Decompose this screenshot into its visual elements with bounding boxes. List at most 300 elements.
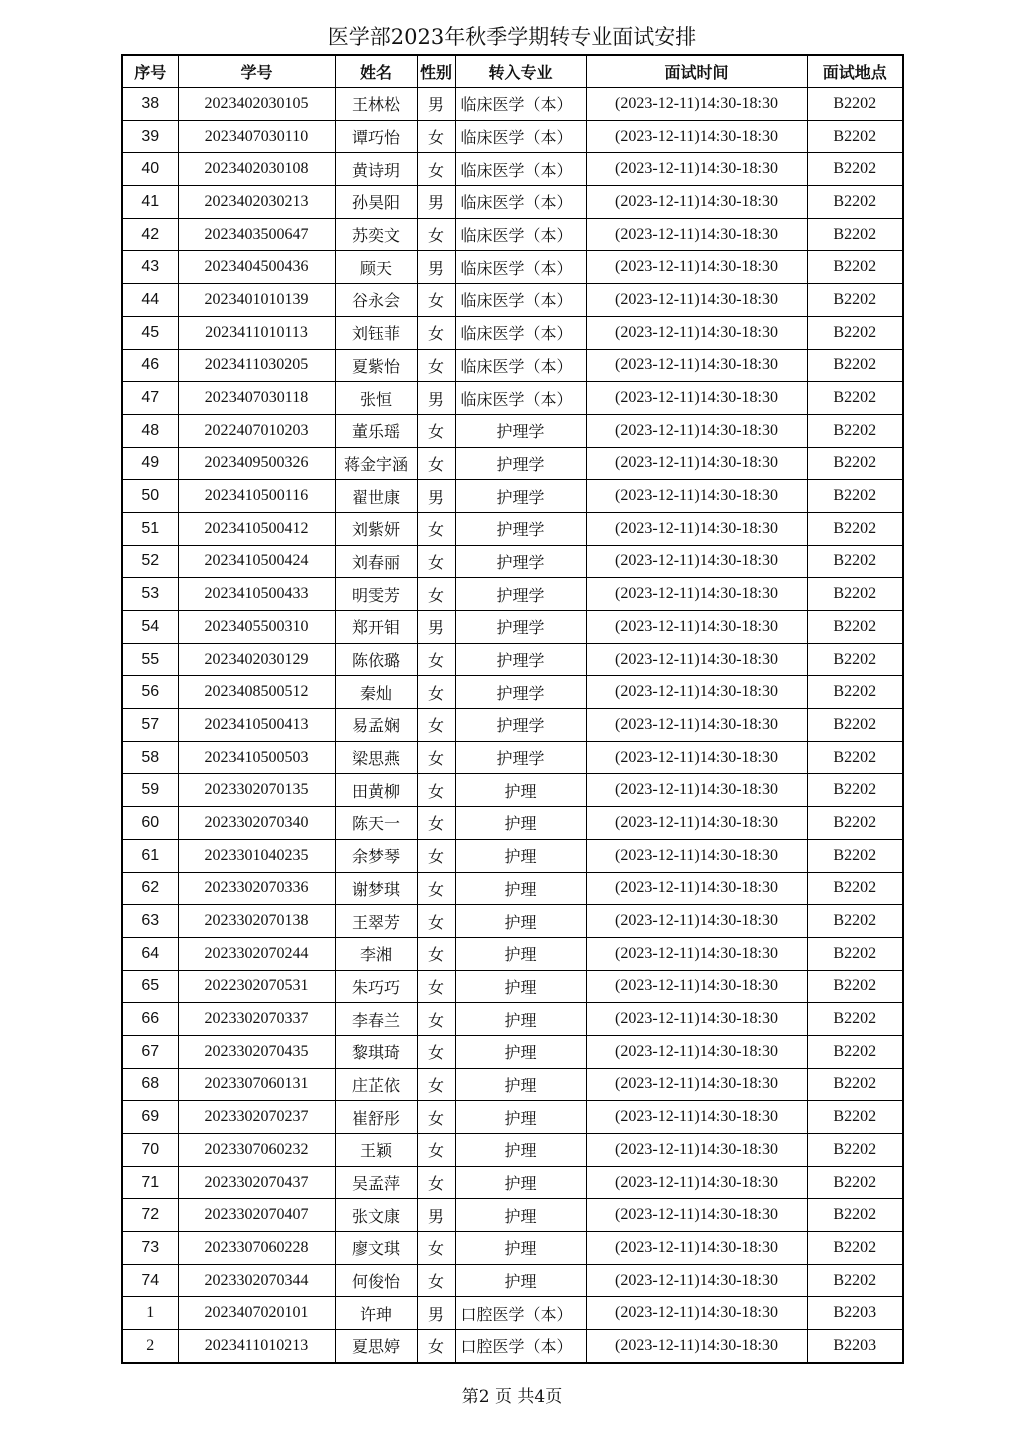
cell-student-id: 2023302070337 bbox=[178, 1003, 335, 1036]
cell-name: 董乐瑶 bbox=[335, 414, 417, 447]
cell-name: 陈依璐 bbox=[335, 643, 417, 676]
cell-gender: 男 bbox=[417, 88, 455, 121]
cell-student-id: 2023302070340 bbox=[178, 807, 335, 840]
cell-gender: 女 bbox=[417, 709, 455, 742]
cell-student-id: 2023411030205 bbox=[178, 349, 335, 382]
table-row bbox=[122, 545, 903, 578]
cell-gender: 女 bbox=[417, 774, 455, 807]
cell-location: B2202 bbox=[807, 1166, 903, 1199]
cell-time: (2023-12-11)14:30-18:30 bbox=[586, 1166, 807, 1199]
cell-time: (2023-12-11)14:30-18:30 bbox=[586, 1003, 807, 1036]
cell-major: 护理 bbox=[455, 1068, 586, 1101]
table-row bbox=[122, 414, 903, 447]
table-row bbox=[122, 316, 903, 349]
table-row bbox=[122, 1101, 903, 1134]
table-row bbox=[122, 1232, 903, 1265]
cell-major: 临床医学（本） bbox=[455, 153, 586, 186]
cell-student-id: 2023302070237 bbox=[178, 1101, 335, 1134]
cell-student-id: 2022407010203 bbox=[178, 414, 335, 447]
cell-major: 护理 bbox=[455, 1166, 586, 1199]
cell-seq: 48 bbox=[122, 414, 178, 447]
table-row bbox=[122, 1199, 903, 1232]
cell-seq: 60 bbox=[122, 807, 178, 840]
cell-student-id: 2023407030118 bbox=[178, 382, 335, 415]
cell-student-id: 2023411010213 bbox=[178, 1330, 335, 1363]
cell-name: 翟世康 bbox=[335, 480, 417, 513]
cell-major: 护理学 bbox=[455, 414, 586, 447]
cell-location: B2203 bbox=[807, 1297, 903, 1330]
cell-major: 护理学 bbox=[455, 709, 586, 742]
cell-gender: 女 bbox=[417, 316, 455, 349]
cell-student-id: 2023410500413 bbox=[178, 709, 335, 742]
cell-gender: 女 bbox=[417, 578, 455, 611]
cell-student-id: 2023302070437 bbox=[178, 1166, 335, 1199]
cell-name: 谷永会 bbox=[335, 284, 417, 317]
cell-name: 许珅 bbox=[335, 1297, 417, 1330]
cell-name: 余梦琴 bbox=[335, 839, 417, 872]
table-row bbox=[122, 905, 903, 938]
cell-student-id: 2023402030108 bbox=[178, 153, 335, 186]
cell-gender: 女 bbox=[417, 120, 455, 153]
cell-location: B2203 bbox=[807, 1330, 903, 1363]
cell-gender: 女 bbox=[417, 1003, 455, 1036]
cell-seq: 52 bbox=[122, 545, 178, 578]
cell-gender: 男 bbox=[417, 186, 455, 219]
cell-major: 护理 bbox=[455, 1264, 586, 1297]
cell-student-id: 2023409500326 bbox=[178, 447, 335, 480]
cell-student-id: 2023402030105 bbox=[178, 88, 335, 121]
cell-time: (2023-12-11)14:30-18:30 bbox=[586, 611, 807, 644]
cell-name: 明雯芳 bbox=[335, 578, 417, 611]
table-body bbox=[122, 88, 903, 1363]
cell-name: 李湘 bbox=[335, 937, 417, 970]
cell-seq: 41 bbox=[122, 186, 178, 219]
cell-location: B2202 bbox=[807, 316, 903, 349]
cell-student-id: 2023410500116 bbox=[178, 480, 335, 513]
cell-name: 廖文琪 bbox=[335, 1232, 417, 1265]
cell-major: 临床医学（本） bbox=[455, 88, 586, 121]
cell-time: (2023-12-11)14:30-18:30 bbox=[586, 284, 807, 317]
cell-location: B2202 bbox=[807, 251, 903, 284]
cell-seq: 42 bbox=[122, 218, 178, 251]
cell-seq: 73 bbox=[122, 1232, 178, 1265]
cell-student-id: 2023301040235 bbox=[178, 839, 335, 872]
cell-student-id: 2023410500412 bbox=[178, 512, 335, 545]
cell-seq: 59 bbox=[122, 774, 178, 807]
cell-student-id: 2023302070336 bbox=[178, 872, 335, 905]
table-row bbox=[122, 937, 903, 970]
cell-time: (2023-12-11)14:30-18:30 bbox=[586, 186, 807, 219]
cell-seq: 61 bbox=[122, 839, 178, 872]
cell-name: 朱巧巧 bbox=[335, 970, 417, 1003]
cell-location: B2202 bbox=[807, 643, 903, 676]
cell-major: 护理学 bbox=[455, 611, 586, 644]
cell-name: 顾天 bbox=[335, 251, 417, 284]
cell-time: (2023-12-11)14:30-18:30 bbox=[586, 1232, 807, 1265]
cell-gender: 女 bbox=[417, 839, 455, 872]
cell-gender: 女 bbox=[417, 970, 455, 1003]
cell-time: (2023-12-11)14:30-18:30 bbox=[586, 937, 807, 970]
table-row bbox=[122, 382, 903, 415]
cell-student-id: 2023402030213 bbox=[178, 186, 335, 219]
table-row bbox=[122, 807, 903, 840]
cell-student-id: 2023307060228 bbox=[178, 1232, 335, 1265]
cell-time: (2023-12-11)14:30-18:30 bbox=[586, 905, 807, 938]
cell-seq: 40 bbox=[122, 153, 178, 186]
table-row bbox=[122, 284, 903, 317]
table-row bbox=[122, 1134, 903, 1167]
cell-major: 临床医学（本） bbox=[455, 382, 586, 415]
cell-seq: 62 bbox=[122, 872, 178, 905]
table-row bbox=[122, 1003, 903, 1036]
interview-schedule-table bbox=[121, 54, 904, 1364]
table-row bbox=[122, 676, 903, 709]
cell-major: 护理学 bbox=[455, 545, 586, 578]
cell-seq: 63 bbox=[122, 905, 178, 938]
cell-seq: 44 bbox=[122, 284, 178, 317]
cell-time: (2023-12-11)14:30-18:30 bbox=[586, 120, 807, 153]
cell-name: 张文康 bbox=[335, 1199, 417, 1232]
cell-gender: 女 bbox=[417, 1232, 455, 1265]
cell-seq: 66 bbox=[122, 1003, 178, 1036]
cell-major: 护理学 bbox=[455, 643, 586, 676]
cell-student-id: 2023402030129 bbox=[178, 643, 335, 676]
cell-major: 护理 bbox=[455, 1199, 586, 1232]
cell-gender: 女 bbox=[417, 349, 455, 382]
cell-time: (2023-12-11)14:30-18:30 bbox=[586, 872, 807, 905]
cell-name: 吴孟萍 bbox=[335, 1166, 417, 1199]
cell-major: 护理 bbox=[455, 937, 586, 970]
cell-time: (2023-12-11)14:30-18:30 bbox=[586, 480, 807, 513]
table-row bbox=[122, 643, 903, 676]
cell-location: B2202 bbox=[807, 186, 903, 219]
table-row bbox=[122, 611, 903, 644]
cell-seq: 55 bbox=[122, 643, 178, 676]
page-footer: 第2 页 共4页 bbox=[461, 1387, 563, 1407]
cell-location: B2202 bbox=[807, 218, 903, 251]
cell-name: 王翠芳 bbox=[335, 905, 417, 938]
cell-seq: 38 bbox=[122, 88, 178, 121]
cell-student-id: 2023302070138 bbox=[178, 905, 335, 938]
cell-time: (2023-12-11)14:30-18:30 bbox=[586, 578, 807, 611]
table-row bbox=[122, 872, 903, 905]
cell-location: B2202 bbox=[807, 741, 903, 774]
cell-location: B2202 bbox=[807, 349, 903, 382]
cell-location: B2202 bbox=[807, 545, 903, 578]
cell-location: B2202 bbox=[807, 611, 903, 644]
cell-time: (2023-12-11)14:30-18:30 bbox=[586, 741, 807, 774]
cell-location: B2202 bbox=[807, 1035, 903, 1068]
cell-seq: 2 bbox=[122, 1330, 178, 1363]
cell-gender: 女 bbox=[417, 284, 455, 317]
cell-gender: 女 bbox=[417, 807, 455, 840]
cell-name: 易孟娴 bbox=[335, 709, 417, 742]
cell-name: 梁思燕 bbox=[335, 741, 417, 774]
cell-name: 王林松 bbox=[335, 88, 417, 121]
cell-gender: 女 bbox=[417, 1101, 455, 1134]
cell-seq: 71 bbox=[122, 1166, 178, 1199]
cell-major: 临床医学（本） bbox=[455, 186, 586, 219]
table-row bbox=[122, 774, 903, 807]
cell-location: B2202 bbox=[807, 676, 903, 709]
table-row bbox=[122, 447, 903, 480]
table-row bbox=[122, 741, 903, 774]
cell-gender: 女 bbox=[417, 218, 455, 251]
cell-major: 口腔医学（本） bbox=[455, 1330, 586, 1363]
cell-time: (2023-12-11)14:30-18:30 bbox=[586, 1035, 807, 1068]
cell-seq: 58 bbox=[122, 741, 178, 774]
cell-gender: 女 bbox=[417, 676, 455, 709]
cell-student-id: 2023403500647 bbox=[178, 218, 335, 251]
cell-location: B2202 bbox=[807, 1199, 903, 1232]
cell-time: (2023-12-11)14:30-18:30 bbox=[586, 414, 807, 447]
cell-name: 黄诗玥 bbox=[335, 153, 417, 186]
cell-student-id: 2023302070244 bbox=[178, 937, 335, 970]
cell-gender: 男 bbox=[417, 611, 455, 644]
table-row bbox=[122, 709, 903, 742]
cell-gender: 女 bbox=[417, 1264, 455, 1297]
cell-major: 护理 bbox=[455, 807, 586, 840]
cell-gender: 女 bbox=[417, 1068, 455, 1101]
table-row bbox=[122, 839, 903, 872]
cell-time: (2023-12-11)14:30-18:30 bbox=[586, 1330, 807, 1363]
cell-time: (2023-12-11)14:30-18:30 bbox=[586, 643, 807, 676]
cell-gender: 男 bbox=[417, 1297, 455, 1330]
cell-name: 蒋金宇涵 bbox=[335, 447, 417, 480]
cell-student-id: 2022302070531 bbox=[178, 970, 335, 1003]
cell-major: 临床医学（本） bbox=[455, 120, 586, 153]
cell-gender: 女 bbox=[417, 1134, 455, 1167]
cell-time: (2023-12-11)14:30-18:30 bbox=[586, 447, 807, 480]
cell-location: B2202 bbox=[807, 153, 903, 186]
cell-seq: 56 bbox=[122, 676, 178, 709]
cell-name: 陈天一 bbox=[335, 807, 417, 840]
cell-gender: 女 bbox=[417, 1166, 455, 1199]
cell-seq: 70 bbox=[122, 1134, 178, 1167]
cell-gender: 女 bbox=[417, 414, 455, 447]
cell-seq: 68 bbox=[122, 1068, 178, 1101]
table-row bbox=[122, 251, 903, 284]
table-row bbox=[122, 480, 903, 513]
cell-major: 护理 bbox=[455, 1035, 586, 1068]
cell-seq: 65 bbox=[122, 970, 178, 1003]
cell-time: (2023-12-11)14:30-18:30 bbox=[586, 709, 807, 742]
cell-name: 郑开钼 bbox=[335, 611, 417, 644]
cell-gender: 女 bbox=[417, 741, 455, 774]
cell-location: B2202 bbox=[807, 88, 903, 121]
cell-seq: 64 bbox=[122, 937, 178, 970]
col-header-gender: 性别 bbox=[417, 55, 455, 88]
cell-major: 护理 bbox=[455, 970, 586, 1003]
cell-name: 谢梦琪 bbox=[335, 872, 417, 905]
cell-seq: 54 bbox=[122, 611, 178, 644]
table-row bbox=[122, 153, 903, 186]
cell-name: 刘春丽 bbox=[335, 545, 417, 578]
cell-name: 谭巧怡 bbox=[335, 120, 417, 153]
cell-seq: 46 bbox=[122, 349, 178, 382]
table-row bbox=[122, 578, 903, 611]
cell-location: B2202 bbox=[807, 1068, 903, 1101]
cell-name: 崔舒彤 bbox=[335, 1101, 417, 1134]
table-row bbox=[122, 1264, 903, 1297]
cell-location: B2202 bbox=[807, 970, 903, 1003]
cell-gender: 女 bbox=[417, 643, 455, 676]
cell-location: B2202 bbox=[807, 1003, 903, 1036]
cell-major: 临床医学（本） bbox=[455, 218, 586, 251]
cell-student-id: 2023302070407 bbox=[178, 1199, 335, 1232]
cell-student-id: 2023401010139 bbox=[178, 284, 335, 317]
cell-name: 孙昊阳 bbox=[335, 186, 417, 219]
cell-location: B2202 bbox=[807, 447, 903, 480]
table-row bbox=[122, 349, 903, 382]
cell-seq: 49 bbox=[122, 447, 178, 480]
cell-location: B2202 bbox=[807, 807, 903, 840]
col-header-seq: 序号 bbox=[122, 55, 178, 88]
cell-name: 何俊怡 bbox=[335, 1264, 417, 1297]
cell-location: B2202 bbox=[807, 480, 903, 513]
cell-major: 护理 bbox=[455, 839, 586, 872]
cell-student-id: 2023410500503 bbox=[178, 741, 335, 774]
cell-seq: 43 bbox=[122, 251, 178, 284]
cell-gender: 女 bbox=[417, 937, 455, 970]
cell-name: 田黄柳 bbox=[335, 774, 417, 807]
cell-time: (2023-12-11)14:30-18:30 bbox=[586, 218, 807, 251]
cell-time: (2023-12-11)14:30-18:30 bbox=[586, 512, 807, 545]
cell-name: 张恒 bbox=[335, 382, 417, 415]
cell-name: 刘紫妍 bbox=[335, 512, 417, 545]
col-header-major: 转入专业 bbox=[455, 55, 586, 88]
cell-time: (2023-12-11)14:30-18:30 bbox=[586, 676, 807, 709]
cell-student-id: 2023407030110 bbox=[178, 120, 335, 153]
table-row bbox=[122, 218, 903, 251]
cell-student-id: 2023307060131 bbox=[178, 1068, 335, 1101]
cell-major: 口腔医学（本） bbox=[455, 1297, 586, 1330]
col-header-time: 面试时间 bbox=[586, 55, 807, 88]
cell-location: B2202 bbox=[807, 578, 903, 611]
page-title: 医学部2023年秋季学期转专业面试安排 bbox=[327, 25, 697, 49]
cell-major: 护理学 bbox=[455, 512, 586, 545]
table-row bbox=[122, 88, 903, 121]
cell-gender: 女 bbox=[417, 1330, 455, 1363]
cell-seq: 67 bbox=[122, 1035, 178, 1068]
cell-gender: 女 bbox=[417, 1035, 455, 1068]
table-row bbox=[122, 512, 903, 545]
cell-location: B2202 bbox=[807, 284, 903, 317]
cell-time: (2023-12-11)14:30-18:30 bbox=[586, 839, 807, 872]
cell-name: 黎琪琦 bbox=[335, 1035, 417, 1068]
cell-student-id: 2023410500424 bbox=[178, 545, 335, 578]
cell-student-id: 2023405500310 bbox=[178, 611, 335, 644]
cell-seq: 53 bbox=[122, 578, 178, 611]
cell-student-id: 2023411010113 bbox=[178, 316, 335, 349]
cell-major: 护理学 bbox=[455, 578, 586, 611]
cell-location: B2202 bbox=[807, 1101, 903, 1134]
cell-location: B2202 bbox=[807, 414, 903, 447]
table-row bbox=[122, 120, 903, 153]
cell-seq: 51 bbox=[122, 512, 178, 545]
cell-student-id: 2023407020101 bbox=[178, 1297, 335, 1330]
cell-location: B2202 bbox=[807, 774, 903, 807]
cell-major: 护理 bbox=[455, 905, 586, 938]
cell-gender: 男 bbox=[417, 382, 455, 415]
table-row bbox=[122, 1166, 903, 1199]
cell-name: 夏思婷 bbox=[335, 1330, 417, 1363]
cell-seq: 50 bbox=[122, 480, 178, 513]
cell-location: B2202 bbox=[807, 1134, 903, 1167]
cell-major: 临床医学（本） bbox=[455, 349, 586, 382]
cell-location: B2202 bbox=[807, 120, 903, 153]
cell-gender: 女 bbox=[417, 447, 455, 480]
cell-time: (2023-12-11)14:30-18:30 bbox=[586, 1101, 807, 1134]
cell-gender: 女 bbox=[417, 872, 455, 905]
cell-gender: 男 bbox=[417, 1199, 455, 1232]
cell-student-id: 2023302070435 bbox=[178, 1035, 335, 1068]
col-header-name: 姓名 bbox=[335, 55, 417, 88]
cell-major: 临床医学（本） bbox=[455, 316, 586, 349]
cell-location: B2202 bbox=[807, 839, 903, 872]
cell-seq: 1 bbox=[122, 1297, 178, 1330]
cell-seq: 47 bbox=[122, 382, 178, 415]
cell-gender: 男 bbox=[417, 251, 455, 284]
cell-student-id: 2023408500512 bbox=[178, 676, 335, 709]
cell-time: (2023-12-11)14:30-18:30 bbox=[586, 774, 807, 807]
table-row bbox=[122, 1330, 903, 1363]
cell-time: (2023-12-11)14:30-18:30 bbox=[586, 316, 807, 349]
cell-time: (2023-12-11)14:30-18:30 bbox=[586, 349, 807, 382]
cell-time: (2023-12-11)14:30-18:30 bbox=[586, 1199, 807, 1232]
cell-location: B2202 bbox=[807, 937, 903, 970]
cell-time: (2023-12-11)14:30-18:30 bbox=[586, 1134, 807, 1167]
cell-major: 护理 bbox=[455, 1134, 586, 1167]
cell-time: (2023-12-11)14:30-18:30 bbox=[586, 807, 807, 840]
cell-seq: 45 bbox=[122, 316, 178, 349]
cell-major: 护理 bbox=[455, 774, 586, 807]
cell-student-id: 2023404500436 bbox=[178, 251, 335, 284]
cell-location: B2202 bbox=[807, 1232, 903, 1265]
cell-time: (2023-12-11)14:30-18:30 bbox=[586, 1264, 807, 1297]
cell-name: 李春兰 bbox=[335, 1003, 417, 1036]
cell-major: 护理 bbox=[455, 1101, 586, 1134]
cell-gender: 女 bbox=[417, 153, 455, 186]
cell-gender: 女 bbox=[417, 905, 455, 938]
cell-name: 夏紫怡 bbox=[335, 349, 417, 382]
cell-location: B2202 bbox=[807, 1264, 903, 1297]
table-row bbox=[122, 186, 903, 219]
cell-name: 苏奕文 bbox=[335, 218, 417, 251]
cell-major: 护理学 bbox=[455, 676, 586, 709]
cell-gender: 女 bbox=[417, 545, 455, 578]
cell-location: B2202 bbox=[807, 905, 903, 938]
cell-major: 护理学 bbox=[455, 480, 586, 513]
cell-major: 护理学 bbox=[455, 741, 586, 774]
cell-major: 护理学 bbox=[455, 447, 586, 480]
cell-name: 秦灿 bbox=[335, 676, 417, 709]
cell-location: B2202 bbox=[807, 512, 903, 545]
cell-time: (2023-12-11)14:30-18:30 bbox=[586, 251, 807, 284]
cell-time: (2023-12-11)14:30-18:30 bbox=[586, 1068, 807, 1101]
cell-name: 王颖 bbox=[335, 1134, 417, 1167]
cell-major: 临床医学（本） bbox=[455, 284, 586, 317]
col-header-student-id: 学号 bbox=[178, 55, 335, 88]
cell-major: 护理 bbox=[455, 872, 586, 905]
cell-student-id: 2023410500433 bbox=[178, 578, 335, 611]
cell-seq: 39 bbox=[122, 120, 178, 153]
cell-student-id: 2023302070344 bbox=[178, 1264, 335, 1297]
table-row bbox=[122, 1068, 903, 1101]
table-row bbox=[122, 1035, 903, 1068]
cell-student-id: 2023307060232 bbox=[178, 1134, 335, 1167]
cell-time: (2023-12-11)14:30-18:30 bbox=[586, 382, 807, 415]
